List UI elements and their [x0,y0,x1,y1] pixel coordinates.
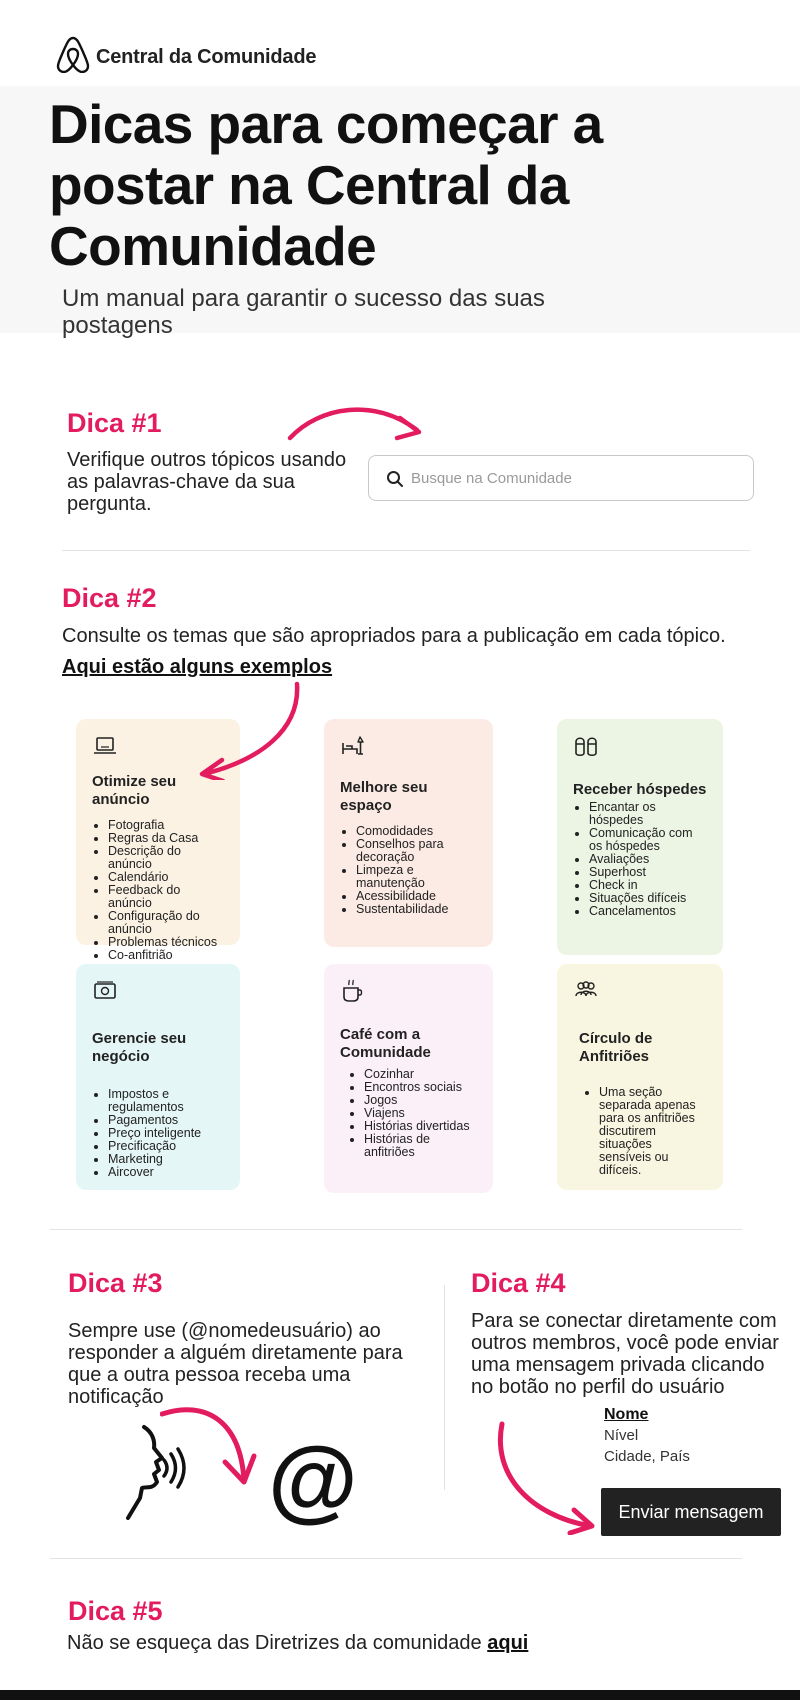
list-item: • Precificação [108,1140,224,1153]
divider [50,1229,742,1230]
list-item: • Comodidades [356,825,477,838]
list-item: • Avaliações [589,853,707,866]
money-icon [92,978,118,1004]
list-item: • Situações difíceis [589,892,707,905]
profile-name[interactable]: Nome [604,1406,649,1423]
send-message-button[interactable]: Enviar mensagem [601,1488,781,1536]
list-item: • Conselhos para decoração [356,838,477,864]
list-item: • Preço inteligente [108,1127,224,1140]
list-item: • Histórias de anfitriões [364,1133,477,1159]
vertical-divider [444,1285,445,1490]
topic-card-host-circle[interactable] [557,964,723,1190]
card-list [573,801,707,918]
divider [62,550,750,551]
list-item: • Impostos e regulamentos [108,1088,224,1114]
curved-arrow-icon [490,1420,600,1535]
slippers-icon [573,733,599,759]
laptop-icon [92,733,118,759]
tip5-sentence [67,1632,767,1654]
curved-arrow-icon [160,1400,260,1490]
list-item: • Check in [589,879,707,892]
list-item: • Limpeza e manutenção [356,864,477,890]
list-item: • Acessibilidade [356,890,477,903]
tip4-heading: Dica #4 [471,1268,566,1298]
footer-bar [0,1690,800,1700]
curved-arrow-icon [190,680,310,780]
curved-arrow-icon [285,398,430,448]
list-item: • Descrição do anúncio [108,845,224,871]
list-item: • Sustentabilidade [356,903,477,916]
card-list [340,1068,477,1159]
tip2-text: Consulte os temas que são apropriados para a publicação em cada tópico. [62,625,726,647]
topic-card-improve-space[interactable] [324,719,493,947]
bed-lamp-icon [340,733,366,759]
examples-link[interactable]: Aqui estão alguns exemplos [62,656,333,678]
list-item: • Marketing [108,1153,224,1166]
list-item: • Histórias divertidas [364,1120,477,1133]
topic-card-community-cafe[interactable] [324,964,493,1193]
list-item: • Fotografia [108,819,224,832]
airbnb-logo-icon[interactable] [55,35,91,73]
brand-name[interactable]: Central da Comunidade [96,46,317,68]
card-title: Café com a Comunidade [340,1026,431,1061]
tip1-heading: Dica #1 [67,408,162,438]
topic-card-manage-business[interactable] [76,964,240,1190]
list-item: • Uma seção separada apenas para os anfitriões discutirem situações sensíveis ou difíceis. [599,1086,699,1177]
list-item: • Co-anfitrião [108,949,224,962]
card-title: Otimize seu anúncio [92,773,177,808]
list-item: • Viajens [364,1107,477,1120]
card-title: Círculo de Anfitriões [579,1030,653,1065]
people-icon [573,978,599,1004]
card-title: Melhore seu espaço [340,779,428,814]
tip3-text: Sempre use (@nomedeusuário) ao responder a alguém diretamente para que a outra pessoa receba uma notificação [68,1320,403,1408]
card-title: Gerencie seu negócio [92,1030,187,1065]
card-list [92,1088,224,1179]
list-item: • Feedback do anúncio [108,884,224,910]
profile-level: Nível [604,1427,639,1444]
search-icon [386,470,404,488]
tip3-heading: Dica #3 [68,1268,163,1298]
tip1-text: Verifique outros tópicos usando as palavras-chave da sua pergunta. [67,449,347,515]
tip2-heading: Dica #2 [62,583,157,613]
at-symbol: @ [268,1429,358,1531]
card-list [340,825,477,916]
search-input[interactable] [368,455,754,501]
list-item: • Encontros sociais [364,1081,477,1094]
profile-location: Cidade, País [604,1448,690,1465]
card-title: Receber hóspedes [573,781,707,798]
page-title: Dicas para começar a postar na Central da Comunidade [49,93,603,277]
list-item: • Comunicação com os hóspedes [589,827,707,853]
divider [50,1558,742,1559]
tip5-text: Não se esqueça das Diretrizes da comunidade [67,1632,488,1654]
list-item: • Superhost [589,866,707,879]
list-item: • Problemas técnicos [108,936,224,949]
list-item: • Calendário [108,871,224,884]
tip4-text: Para se conectar diretamente com outros membros, você pode enviar uma mensagem privada clicando no botão no perfil do usuário [471,1310,779,1398]
search-placeholder: Busque na Comunidade [411,470,572,487]
guidelines-link[interactable]: aqui [487,1632,529,1654]
list-item: • Cozinhar [364,1068,477,1081]
list-item: • Regras da Casa [108,832,224,845]
card-list [573,1086,699,1177]
tip5-heading: Dica #5 [68,1596,163,1626]
topic-card-receive-guests[interactable] [557,719,723,955]
page-subtitle: Um manual para garantir o sucesso das suas postagens [62,285,545,339]
card-list [92,819,224,962]
list-item: • Encantar os hóspedes [589,801,707,827]
list-item: • Jogos [364,1094,477,1107]
coffee-cup-icon [340,978,366,1004]
list-item: • Configuração do anúncio [108,910,224,936]
list-item: • Cancelamentos [589,905,707,918]
list-item: • Pagamentos [108,1114,224,1127]
list-item: • Aircover [108,1166,224,1179]
